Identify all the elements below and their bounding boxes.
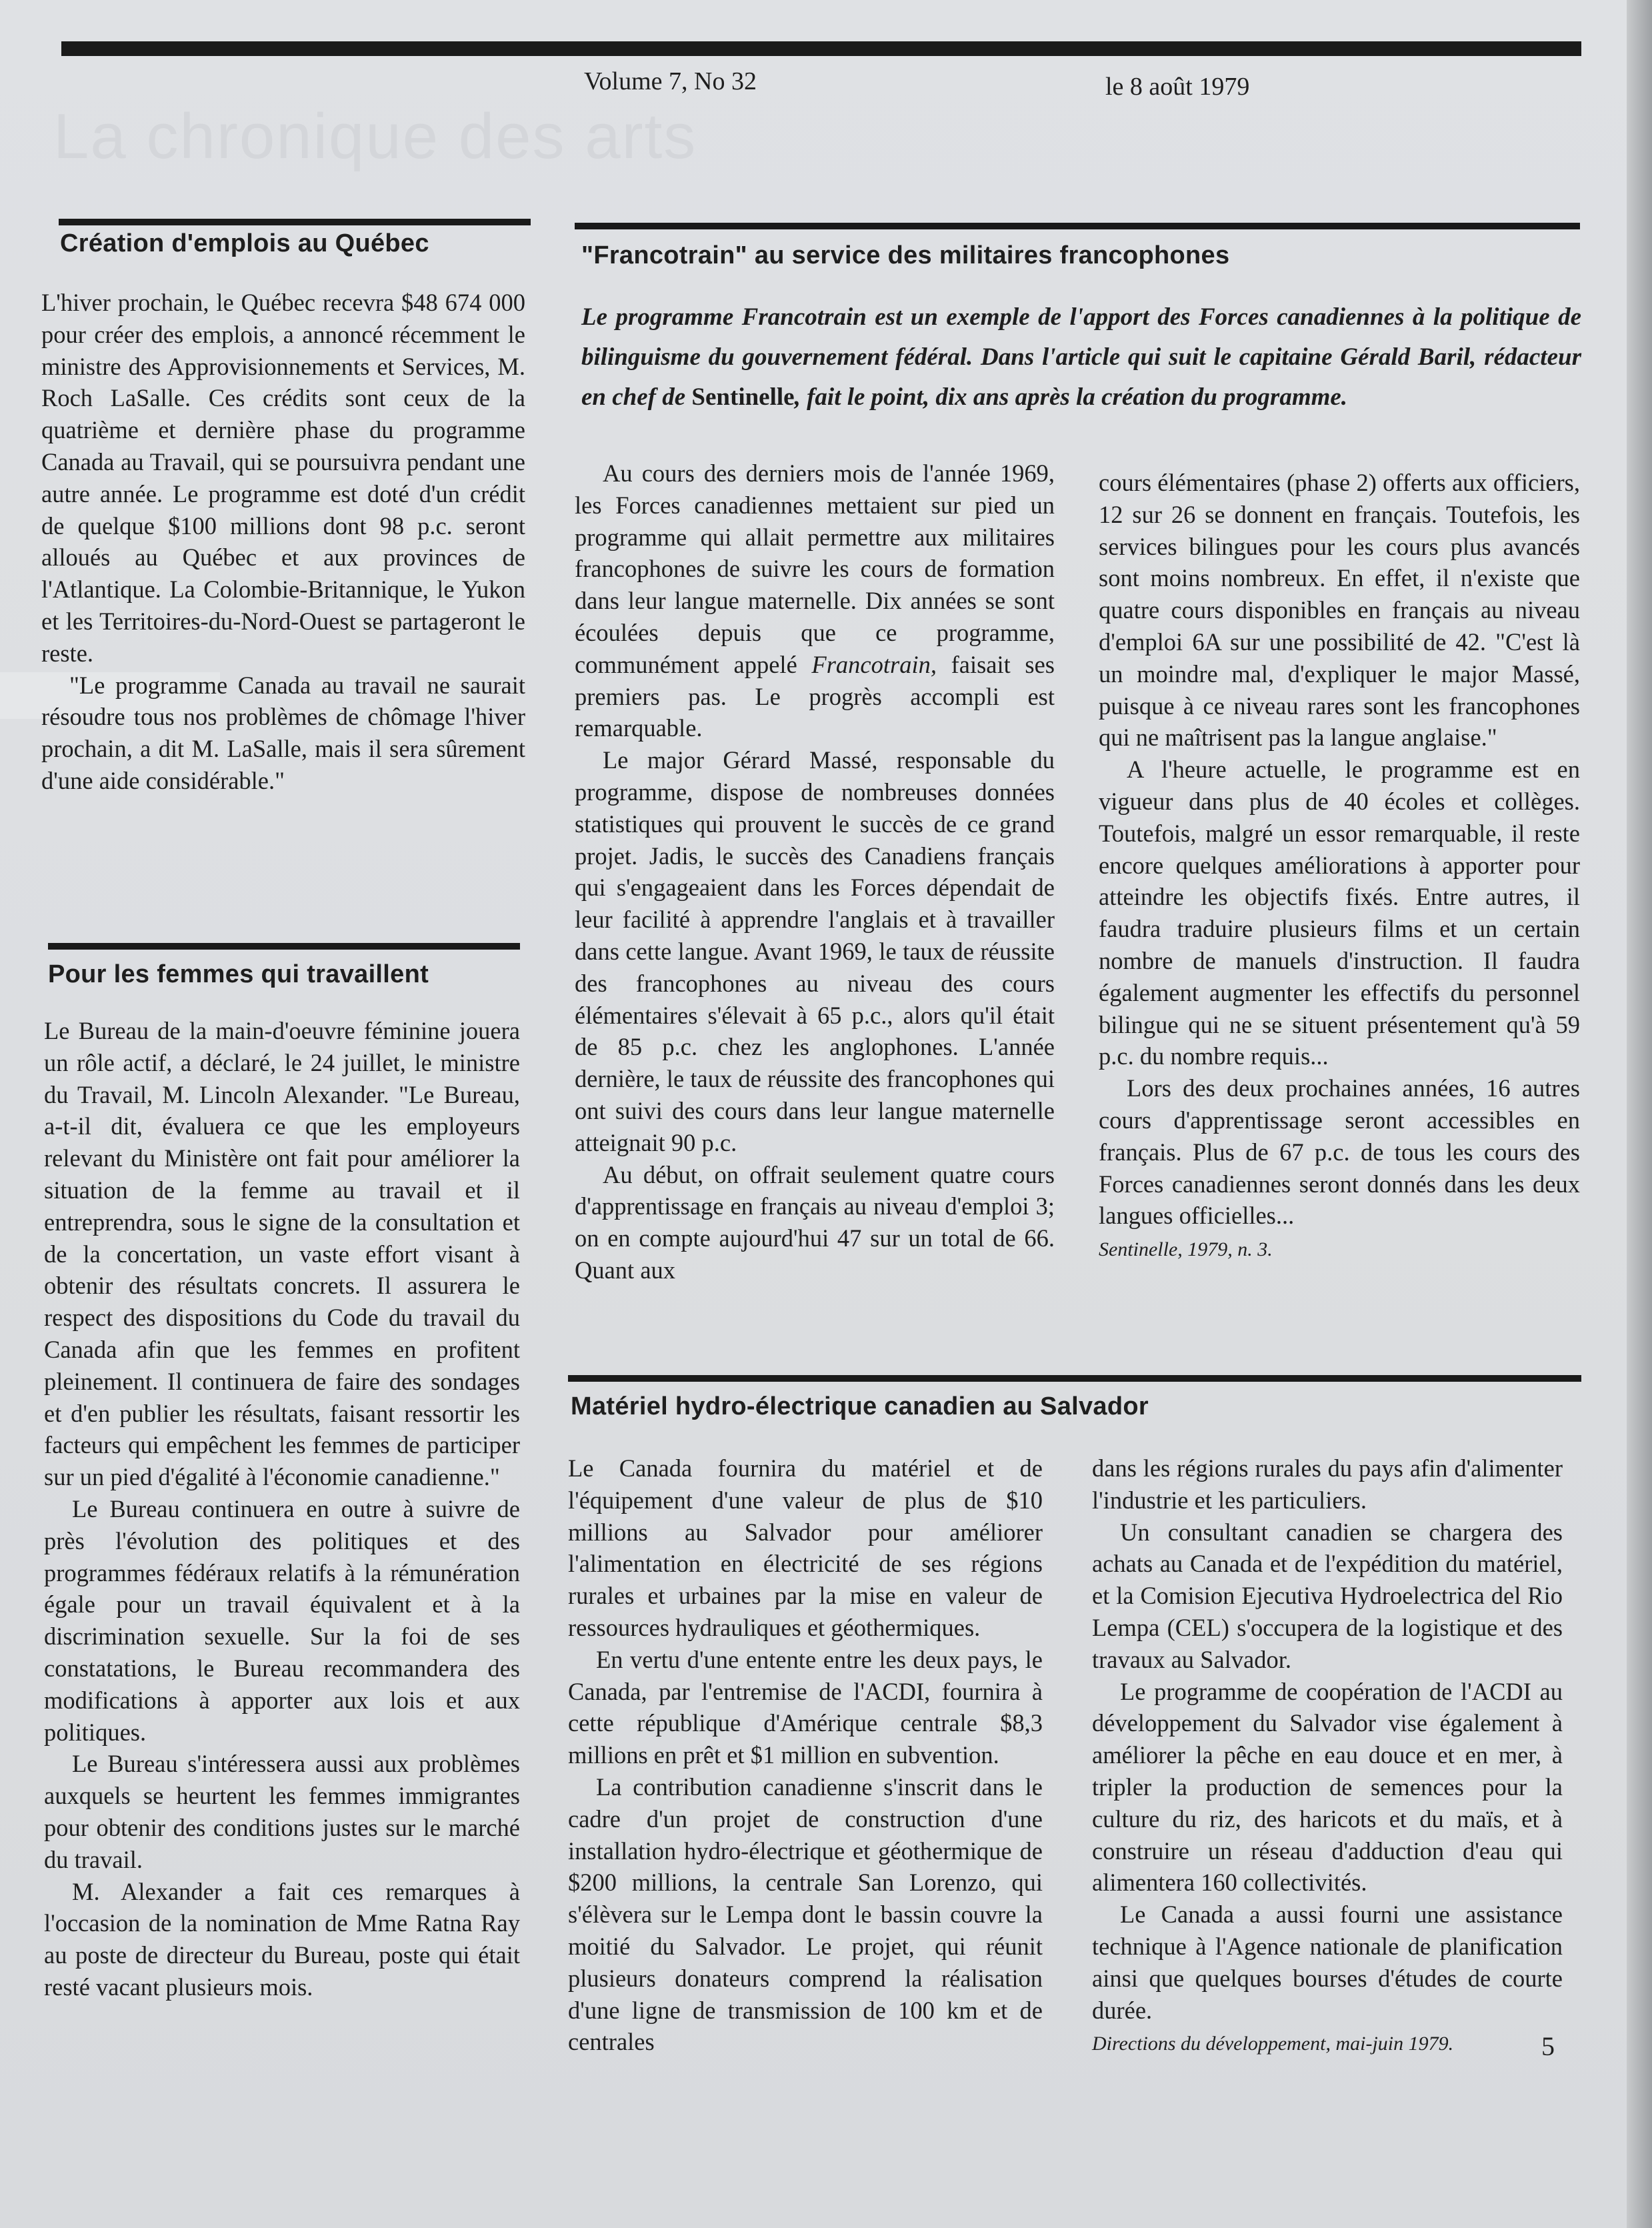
section-rule [568, 1375, 1581, 1382]
section-rule [59, 219, 531, 225]
article-body-salvador-col1 [568, 1452, 1043, 2058]
paragraph: La contribution canadienne s'inscrit dans le cadre d'un projet de construction d'une installation hydro-électrique et géothermique de $200 millions, la centrale San Lorenzo, qui s'élèvera sur le Lempa dont le bassin couvre la moitié du Salvador. Le projet, qui réunit plusieurs donateurs comprend la réalisation d'une ligne de transmission de 100 km et de centrales [568, 1773, 1043, 2056]
paragraph: A l'heure actuelle, le programme est en vigueur dans plus de 40 écoles et collèges. Toutefois, malgré un essor remarquable, il reste encore quelques améliorations à apporter pour atteindre les objectifs fixés. Entre autres, il faudra traduire plusieurs films et un certain nombre de manuels d'instruction. Il faudra également augmenter les effectifs du personnel bilingue qui ne se situent présentement qu'à 59 p.c. du nombre requis... [1099, 756, 1580, 1070]
paragraph: Au début, on offrait seulement quatre cours d'apprentissage en français au niveau d'emploi 3; on en compte aujourd'hui 47 sur un total de 66. Quant aux [575, 1160, 1055, 1284]
paragraph: Le programme de coopération de l'ACDI au développement du Salvador vise également à améliorer la pêche en eau douce et en mer, à tripler la production de semences pour la culture du riz, des haricots et du maïs, et à construire un réseau d'adduction d'eau qui alimentera 160 collectivités. [1092, 1677, 1563, 1897]
emphasis: Francotrain, [811, 650, 937, 678]
text-run: faisait ses premiers pas. Le progrès accompli est remarquable. [575, 650, 1055, 742]
section-rule [575, 223, 1580, 229]
bleed-through-heading: La chronique des arts [53, 101, 697, 172]
source-title: Directions du développement, [1092, 2033, 1331, 2055]
masthead-rule [61, 41, 1581, 56]
lead-text: Le programme Francotrain est un exemple de l'apport des Forces canadiennes à la politique de bilinguisme du gouvernement fédéral. Dans l'article qui suit le capitaine Gérald Baril, rédacteur en chef de [581, 303, 1581, 411]
paragraph: Le Canada a aussi fourni une assistance technique à l'Agence nationale de planification ainsi que quelques bourses d'études de courte durée. [1092, 1901, 1563, 2024]
article-body-emplois [41, 287, 525, 797]
paragraph: cours élémentaires (phase 2) offerts aux officiers, 12 sur 26 se donnent en français. Toutefois, les services bilingues pour les cours plus avancés sont moins nombreux. En effet, il n'existe que quatre cours disponibles en français au niveau d'emploi 6A sur une possibilité de 42. "C'est là un moindre mal, d'expliquer le major Massé, puisque à ce niveau rares sont les francophones qui ne maîtrisent pas la langue anglaise." [1099, 469, 1580, 752]
issue-volume: Volume 7, No 32 [584, 67, 757, 95]
source-detail: mai-juin 1979. [1330, 2033, 1454, 2055]
paragraph: L'hiver prochain, le Québec recevra $48 674 000 pour créer des emplois, a annoncé récemment le ministre des Approvisionnements et Services, M. Roch LaSalle. Ces crédits sont ceux de la quatrième et dernière phase du programme Canada au Travail, qui se poursuivra pendant une autre année. Le programme est doté d'un crédit de quelque $100 millions dont 98 p.c. seront alloués au Québec et aux provinces de l'Atlantique. La Colombie-Britannique, le Yukon et les Territoires-du-Nord-Ouest se partageront le reste. [41, 289, 525, 667]
article-title-femmes: Pour les femmes qui travaillent [48, 960, 429, 988]
article-title-salvador: Matériel hydro-électrique canadien au Salvador [571, 1392, 1149, 1420]
paragraph: Le Bureau s'intéressera aussi aux problèmes auxquels se heurtent les femmes immigrantes pour obtenir des conditions justes sur le marché du travail. [44, 1750, 520, 1873]
article-body-francotrain-col1 [575, 457, 1055, 1286]
paragraph: "Le programme Canada au travail ne saurait résoudre tous nos problèmes de chômage l'hiver prochain, a dit M. LaSalle, mais il sera sûrement d'une aide considérable." [41, 671, 525, 794]
source-credit [1092, 2026, 1563, 2060]
article-title-francotrain: "Francotrain" au service des militaires francophones [581, 241, 1230, 269]
source-title: Sentinelle, [1099, 1238, 1183, 1261]
article-body-salvador-col2 [1092, 1452, 1563, 2060]
lead-text: , fait le point, dix ans après la création du programme. [794, 383, 1348, 411]
lead-publication: Sentinelle [691, 383, 795, 411]
source-detail: 1979, n. 3. [1182, 1238, 1273, 1261]
page-edge [1627, 0, 1652, 2228]
issue-date: le 8 août 1979 [1105, 73, 1250, 101]
section-rule [48, 943, 520, 950]
paragraph: Le Bureau continuera en outre à suivre de près l'évolution des politiques et des programmes fédéraux relatifs à la rémunération égale pour un travail équivalent et à la discrimination sexuelle. Sur la foi de ses constatations, le Bureau recommandera des modifications à apporter aux lois et aux politiques. [44, 1494, 520, 1746]
paragraph [575, 457, 1055, 744]
paragraph: En vertu d'une entente entre les deux pays, le Canada, par l'entremise de l'ACDI, fournira à cette république d'Amérique centrale $8,3 millions en prêt et $1 million en subvention. [568, 1645, 1043, 1769]
paragraph: Un consultant canadien se chargera des achats au Canada et de l'expédition du matériel, et la Comision Ejecutiva Hydroelectrica del Rio Lempa (CEL) s'occupera de la logistique et des travaux au Salvador. [1092, 1518, 1563, 1673]
paragraph: Le Bureau de la main-d'oeuvre féminine jouera un rôle actif, a déclaré, le 24 juillet, le ministre du Travail, M. Lincoln Alexander. "Le Bureau, a-t-il dit, évaluera ce que les employeurs relevant du Ministère ont fait pour améliorer la situation de la femme au travail et il entreprendra, sous le signe de la consultation et de la concertation, un vaste effort visant à obtenir des résultats concrets. Il assurera le respect des dispositions du Code du travail du Canada afin que les femmes en profitent pleinement. Il continuera de faire des sondages et d'en publier les résultats, faisant ressortir les facteurs qui empêchent les femmes de participer sur un pied d'égalité à l'économie canadienne." [44, 1017, 520, 1491]
page-number: 5 [1541, 2031, 1555, 2061]
article-body-femmes [44, 1015, 520, 2003]
paragraph: Lors des deux prochaines années, 16 autres cours d'apprentissage seront accessibles en français. Plus de 67 p.c. de tous les cours des Forces canadiennes seront donnés dans les deux langues officielles... [1099, 1074, 1580, 1230]
paragraph: Le major Gérard Massé, responsable du programme, dispose de nombreuses données statistiques qui prouvent le succès de ce grand projet. Jadis, le succès des Canadiens français qui s'engageaient dans les Forces dépendait de leur facilité à apprendre l'anglais et à travailler dans cette langue. Avant 1969, le taux de réussite des francophones au niveau des cours élémentaires s'élevait à 65 p.c., alors qu'il était de 85 p.c. chez les anglophones. L'année dernière, le taux de réussite des francophones qui ont suivi des cours dans leur langue maternelle atteignait 90 p.c. [575, 746, 1055, 1156]
paragraph: dans les régions rurales du pays afin d'alimenter l'industrie et les particuliers. [1092, 1454, 1563, 1514]
source-credit [1099, 1232, 1580, 1266]
article-lead-francotrain [581, 297, 1581, 417]
article-body-francotrain-col2 [1099, 467, 1580, 1266]
paragraph: M. Alexander a fait ces remarques à l'occasion de la nomination de Mme Ratna Ray au poste de directeur du Bureau, poste qui était resté vacant plusieurs mois. [44, 1877, 520, 2001]
article-title-emplois: Création d'emplois au Québec [60, 229, 429, 257]
text-run: Au cours des derniers mois de l'année 1969, les Forces canadiennes mettaient sur pied un programme qui allait permettre aux militaires francophones de suivre les cours de formation dans leur langue maternelle. Dix années se sont écoulées depuis que ce programme, communément appelé [575, 459, 1055, 678]
paragraph: Le Canada fournira du matériel et de l'équipement d'une valeur de plus de $10 millions au Salvador pour améliorer l'alimentation en électricité de ses régions rurales et urbaines par la mise en valeur de ressources hydrauliques et géothermiques. [568, 1454, 1043, 1641]
